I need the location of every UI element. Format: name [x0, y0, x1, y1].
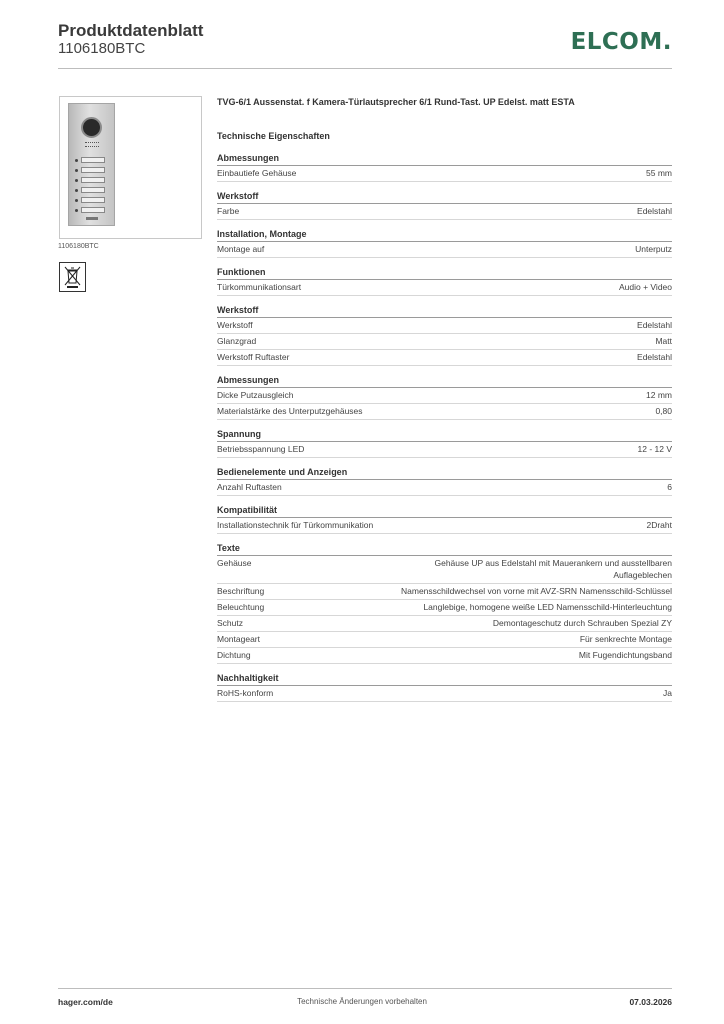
spec-value: Langlebige, homogene weiße LED Namensschild-Hinterleuchtung [423, 602, 672, 612]
spec-label: Gehäuse [217, 558, 252, 568]
name-button [81, 177, 105, 183]
spec-section [217, 375, 672, 420]
spec-label: Dicke Putzausgleich [217, 390, 294, 400]
spec-label: Anzahl Ruftasten [217, 482, 282, 492]
spec-label: Beschriftung [217, 586, 265, 596]
spec-row [217, 648, 672, 664]
spec-value: Unterputz [635, 244, 672, 254]
spec-section [217, 191, 672, 220]
footer-disclaimer: Technische Änderungen vorbehalten [297, 997, 427, 1006]
spec-label: Türkommunikationsart [217, 282, 302, 292]
article-number: 1106180BTC [58, 40, 146, 57]
spec-label: Montage auf [217, 244, 265, 254]
spec-section [217, 305, 672, 366]
section-heading: Werkstoff [217, 305, 672, 318]
speaker-grille [85, 142, 99, 147]
spec-label: Werkstoff [217, 320, 253, 330]
spec-label: Montageart [217, 634, 260, 644]
spec-value: Audio + Video [618, 282, 672, 292]
spec-row [217, 556, 672, 584]
spec-value: 55 mm [646, 168, 672, 178]
spec-row [217, 480, 672, 496]
weee-bin-icon [59, 262, 86, 292]
spec-value: 12 - 12 V [637, 444, 672, 454]
spec-label: Werkstoff Ruftaster [217, 352, 290, 362]
properties-section [217, 131, 672, 711]
spec-label: RoHS-konform [217, 688, 274, 698]
spec-label: Glanzgrad [217, 336, 257, 346]
spec-section [217, 229, 672, 258]
spec-label: Schutz [217, 618, 243, 628]
section-heading: Kompatibilität [217, 505, 672, 518]
footer-divider [58, 988, 672, 989]
camera-icon [81, 117, 102, 138]
spec-row [217, 350, 672, 366]
name-button [81, 157, 105, 163]
spec-row [217, 442, 672, 458]
spec-section [217, 429, 672, 458]
product-title: TVG-6/1 Aussenstat. f Kamera-Türlautsprecher 6/1 Rund-Tast. UP Edelst. matt ESTA [217, 97, 575, 107]
spec-label: Materialstärke des Unterputzgehäuses [217, 406, 363, 416]
brand-badge [86, 217, 98, 220]
spec-label: Einbautiefe Gehäuse [217, 168, 297, 178]
properties-title: Technische Eigenschaften [217, 131, 330, 141]
footer-website: hager.com/de [58, 997, 113, 1007]
section-heading: Nachhaltigkeit [217, 673, 672, 686]
spec-row [217, 334, 672, 350]
spec-section [217, 505, 672, 534]
spec-section [217, 543, 672, 664]
spec-value: 0,80 [655, 406, 672, 416]
spec-label: Installationstechnik für Türkommunikation [217, 520, 374, 530]
spec-row [217, 280, 672, 296]
spec-row [217, 584, 672, 600]
spec-value: Mit Fugendichtungsband [578, 650, 672, 660]
spec-value: Matt [655, 336, 672, 346]
spec-value: Ja [663, 688, 672, 698]
spec-section [217, 267, 672, 296]
spec-row [217, 686, 672, 702]
spec-value: Demontageschutz durch Schrauben Spezial ZY [492, 618, 672, 628]
spec-value: Edelstahl [637, 352, 672, 362]
section-heading: Werkstoff [217, 191, 672, 204]
spec-row [217, 404, 672, 420]
footer-date: 07.03.2026 [629, 997, 672, 1007]
name-button [81, 167, 105, 173]
spec-value: 6 [667, 482, 672, 492]
spec-section [217, 467, 672, 496]
spec-row [217, 616, 672, 632]
spec-row [217, 242, 672, 258]
spec-row [217, 632, 672, 648]
name-button [81, 187, 105, 193]
spec-value: Für senkrechte Montage [579, 634, 672, 644]
product-image [59, 96, 202, 239]
section-heading: Abmessungen [217, 375, 672, 388]
section-heading: Bedienelemente und Anzeigen [217, 467, 672, 480]
spec-label: Dichtung [217, 650, 251, 660]
section-heading: Abmessungen [217, 153, 672, 166]
section-heading: Installation, Montage [217, 229, 672, 242]
spec-value: 2Draht [646, 520, 672, 530]
door-station-panel [68, 103, 115, 226]
name-button [81, 207, 105, 213]
section-heading: Texte [217, 543, 672, 556]
spec-section [217, 153, 672, 182]
spec-label: Farbe [217, 206, 240, 216]
section-heading: Spannung [217, 429, 672, 442]
spec-value: 12 mm [646, 390, 672, 400]
spec-label: Beleuchtung [217, 602, 265, 612]
spec-value: Namensschildwechsel von vorne mit AVZ-SRN Namensschild-Schlüssel [401, 586, 672, 596]
spec-row [217, 166, 672, 182]
spec-label: Betriebsspannung LED [217, 444, 305, 454]
elcom-logo: ELCOM. [570, 29, 672, 55]
spec-row [217, 518, 672, 534]
spec-section [217, 673, 672, 702]
header-divider [58, 68, 672, 69]
spec-row [217, 600, 672, 616]
spec-row [217, 318, 672, 334]
section-heading: Funktionen [217, 267, 672, 280]
spec-row [217, 388, 672, 404]
spec-value: Gehäuse UP aus Edelstahl mit Mauerankern und ausstellbaren Auflageblechen [434, 558, 672, 580]
page-title: Produktdatenblatt [58, 21, 204, 40]
spec-row [217, 204, 672, 220]
spec-value: Edelstahl [637, 320, 672, 330]
name-button [81, 197, 105, 203]
spec-value: Edelstahl [637, 206, 672, 216]
image-caption: 1106180BTC [58, 243, 99, 250]
